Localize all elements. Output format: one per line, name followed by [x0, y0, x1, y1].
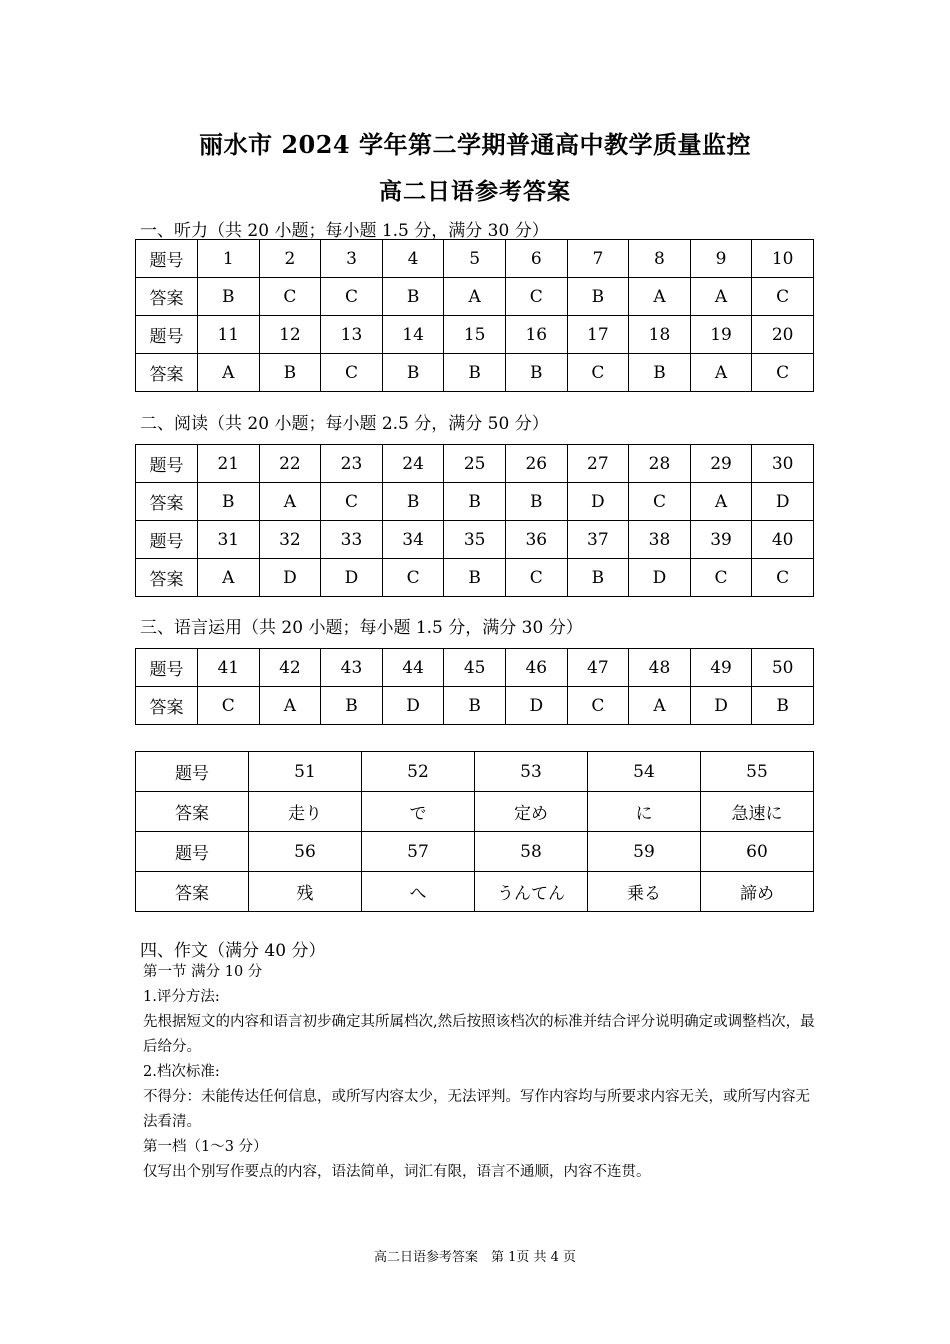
- writing-line: 第一节 满分 10 分: [143, 964, 263, 980]
- table-cell: 27: [567, 445, 629, 483]
- writing-line: 2.档次标准:: [143, 1064, 220, 1080]
- table-cell: 59: [588, 832, 701, 872]
- fill-answer-table: [135, 751, 814, 912]
- table-cell: 31: [198, 521, 260, 559]
- table-cell: 28: [629, 445, 691, 483]
- table-row: [136, 240, 814, 278]
- table-cell: A: [690, 354, 752, 392]
- row-label: 题号: [136, 752, 249, 792]
- table-cell: 56: [249, 832, 362, 872]
- row-label: 答案: [136, 278, 198, 316]
- table-cell: 48: [629, 649, 691, 687]
- table-cell: D: [321, 559, 383, 597]
- table-cell: B: [382, 483, 444, 521]
- table-cell: C: [752, 354, 814, 392]
- table-cell: 定め: [475, 792, 588, 832]
- writing-line: 不得分：未能传达任何信息，或所写内容太少，无法评判。写作内容均与所要求内容无关，或所写内容无法看清。: [143, 1089, 810, 1130]
- table-cell: 22: [259, 445, 321, 483]
- table-cell: 47: [567, 649, 629, 687]
- table-cell: 20: [752, 316, 814, 354]
- table-cell: 43: [321, 649, 383, 687]
- writing-line: 第一档（1～3 分）: [143, 1139, 268, 1155]
- row-label: 题号: [136, 521, 198, 559]
- table-cell: 9: [690, 240, 752, 278]
- table-cell: 4: [382, 240, 444, 278]
- table-cell: C: [259, 278, 321, 316]
- table-cell: B: [567, 559, 629, 597]
- table-cell: 21: [198, 445, 260, 483]
- table-cell: C: [198, 687, 260, 725]
- table-cell: 51: [249, 752, 362, 792]
- table-cell: C: [567, 687, 629, 725]
- table-cell: 10: [752, 240, 814, 278]
- row-label: 题号: [136, 649, 198, 687]
- table-cell: 33: [321, 521, 383, 559]
- table-cell: 6: [505, 240, 567, 278]
- table-cell: 8: [629, 240, 691, 278]
- row-label: 题号: [136, 316, 198, 354]
- row-label: 答案: [136, 792, 249, 832]
- table-cell: B: [444, 687, 506, 725]
- table-cell: 乗る: [588, 872, 701, 912]
- table-cell: B: [629, 354, 691, 392]
- table-cell: 40: [752, 521, 814, 559]
- table-cell: 23: [321, 445, 383, 483]
- table-cell: 5: [444, 240, 506, 278]
- table-cell: 19: [690, 316, 752, 354]
- table-cell: 60: [701, 832, 814, 872]
- table-cell: B: [321, 687, 383, 725]
- table-cell: うんてん: [475, 872, 588, 912]
- table-cell: 17: [567, 316, 629, 354]
- section-reading-heading: 二、阅读（共 20 小题；每小题 2.5 分，满分 50 分）: [140, 414, 549, 434]
- table-cell: B: [567, 278, 629, 316]
- table-cell: 26: [505, 445, 567, 483]
- writing-line: 1.评分方法:: [143, 989, 220, 1005]
- row-label: 题号: [136, 445, 198, 483]
- table-row: [136, 354, 814, 392]
- language-answer-table: [135, 648, 814, 725]
- page-footer: 高二日语参考答案 第 1页 共 4 页: [373, 1250, 577, 1265]
- table-cell: A: [690, 278, 752, 316]
- table-cell: 12: [259, 316, 321, 354]
- table-cell: 35: [444, 521, 506, 559]
- table-cell: C: [505, 559, 567, 597]
- section-language-heading: 三、语言运用（共 20 小题；每小题 1.5 分，满分 30 分）: [140, 618, 583, 638]
- table-cell: C: [321, 483, 383, 521]
- table-cell: 24: [382, 445, 444, 483]
- table-cell: B: [505, 354, 567, 392]
- table-cell: A: [198, 354, 260, 392]
- table-cell: B: [444, 354, 506, 392]
- table-cell: C: [690, 559, 752, 597]
- table-cell: 15: [444, 316, 506, 354]
- reading-answer-table: [135, 444, 814, 597]
- table-cell: B: [444, 559, 506, 597]
- table-row: [136, 559, 814, 597]
- table-cell: D: [259, 559, 321, 597]
- table-cell: 急速に: [701, 792, 814, 832]
- table-cell: 57: [362, 832, 475, 872]
- table-cell: A: [444, 278, 506, 316]
- table-cell: 1: [198, 240, 260, 278]
- listening-answer-table: [135, 239, 814, 392]
- table-row: [136, 832, 814, 872]
- row-label: 答案: [136, 872, 249, 912]
- table-cell: C: [752, 559, 814, 597]
- table-cell: 25: [444, 445, 506, 483]
- table-cell: A: [629, 278, 691, 316]
- table-cell: 7: [567, 240, 629, 278]
- table-cell: 52: [362, 752, 475, 792]
- table-cell: 36: [505, 521, 567, 559]
- table-cell: 53: [475, 752, 588, 792]
- table-cell: A: [629, 687, 691, 725]
- table-cell: 29: [690, 445, 752, 483]
- table-row: [136, 649, 814, 687]
- table-row: [136, 521, 814, 559]
- table-cell: 30: [752, 445, 814, 483]
- table-cell: C: [505, 278, 567, 316]
- table-cell: B: [259, 354, 321, 392]
- table-cell: C: [629, 483, 691, 521]
- table-cell: A: [198, 559, 260, 597]
- table-cell: 2: [259, 240, 321, 278]
- table-cell: D: [567, 483, 629, 521]
- table-row: [136, 872, 814, 912]
- table-cell: 18: [629, 316, 691, 354]
- table-cell: 50: [752, 649, 814, 687]
- table-cell: へ: [362, 872, 475, 912]
- table-cell: B: [752, 687, 814, 725]
- table-cell: C: [321, 278, 383, 316]
- table-cell: 37: [567, 521, 629, 559]
- table-row: [136, 792, 814, 832]
- writing-criteria: [143, 960, 815, 1185]
- table-cell: C: [752, 278, 814, 316]
- table-cell: D: [690, 687, 752, 725]
- table-row: [136, 687, 814, 725]
- table-cell: 16: [505, 316, 567, 354]
- table-cell: 14: [382, 316, 444, 354]
- table-cell: B: [444, 483, 506, 521]
- table-cell: B: [505, 483, 567, 521]
- table-cell: 32: [259, 521, 321, 559]
- table-cell: 残: [249, 872, 362, 912]
- table-cell: 諦め: [701, 872, 814, 912]
- writing-line: 先根据短文的内容和语言初步确定其所属档次,然后按照该档次的标准并结合评分说明确定或调整档次，最后给分。: [143, 1014, 815, 1055]
- table-cell: 58: [475, 832, 588, 872]
- table-cell: 13: [321, 316, 383, 354]
- table-cell: B: [382, 354, 444, 392]
- table-cell: 54: [588, 752, 701, 792]
- row-label: 答案: [136, 559, 198, 597]
- table-cell: 49: [690, 649, 752, 687]
- table-cell: 55: [701, 752, 814, 792]
- table-row: [136, 278, 814, 316]
- table-cell: D: [382, 687, 444, 725]
- table-cell: C: [567, 354, 629, 392]
- table-cell: D: [505, 687, 567, 725]
- table-row: [136, 316, 814, 354]
- table-cell: A: [259, 483, 321, 521]
- section-listening-heading: 一、听力（共 20 小题；每小题 1.5 分，满分 30 分）: [140, 221, 549, 241]
- table-cell: D: [629, 559, 691, 597]
- table-cell: B: [198, 278, 260, 316]
- table-cell: B: [198, 483, 260, 521]
- page-title: 丽水市 2024 学年第二学期普通高中教学质量监控: [198, 130, 751, 159]
- table-cell: 3: [321, 240, 383, 278]
- row-label: 题号: [136, 240, 198, 278]
- table-cell: D: [752, 483, 814, 521]
- table-cell: 46: [505, 649, 567, 687]
- table-cell: A: [690, 483, 752, 521]
- table-cell: 45: [444, 649, 506, 687]
- table-cell: 38: [629, 521, 691, 559]
- table-cell: で: [362, 792, 475, 832]
- table-cell: 42: [259, 649, 321, 687]
- table-cell: 44: [382, 649, 444, 687]
- table-cell: 走り: [249, 792, 362, 832]
- page-subtitle: 高二日语参考答案: [379, 179, 571, 205]
- row-label: 题号: [136, 832, 249, 872]
- writing-line: 仅写出个别写作要点的内容，语法简单，词汇有限，语言不通顺，内容不连贯。: [143, 1164, 651, 1180]
- row-label: 答案: [136, 687, 198, 725]
- table-row: [136, 445, 814, 483]
- table-cell: C: [321, 354, 383, 392]
- section-writing-heading: 四、作文（满分 40 分）: [140, 941, 326, 961]
- table-row: [136, 483, 814, 521]
- table-cell: 41: [198, 649, 260, 687]
- table-cell: A: [259, 687, 321, 725]
- table-cell: 34: [382, 521, 444, 559]
- row-label: 答案: [136, 483, 198, 521]
- row-label: 答案: [136, 354, 198, 392]
- table-cell: B: [382, 278, 444, 316]
- table-row: [136, 752, 814, 792]
- table-cell: 11: [198, 316, 260, 354]
- table-cell: に: [588, 792, 701, 832]
- table-cell: 39: [690, 521, 752, 559]
- table-cell: C: [382, 559, 444, 597]
